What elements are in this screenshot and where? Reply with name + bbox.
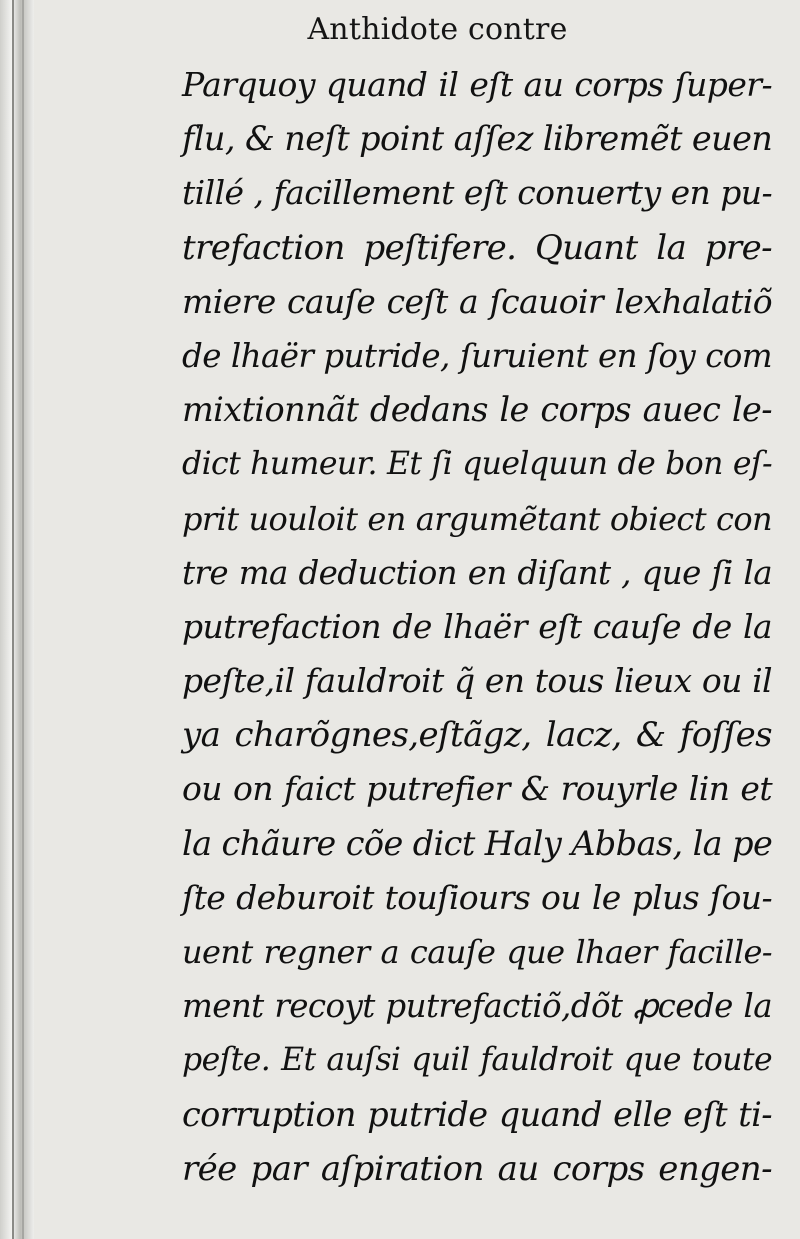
text-line: peſte,il fauldroit q̃ en tous lieux ou il: [182, 661, 772, 701]
text-line: ou on faict putrefier & rouyrle lin et: [182, 769, 772, 809]
text-line: uent regner a cauſe que lhaer facille-: [182, 933, 772, 971]
text-line: ya charõgnes,eſtãgz, lacz, & foſſes: [182, 715, 772, 756]
body-text: [182, 58, 772, 1218]
text-line: peſte. Et auſsi quil fauldroit que toute: [182, 1042, 772, 1079]
gutter-edge-line: [12, 0, 14, 1239]
text-line: ſte deburoit touſiours ou le plus ſou-: [182, 877, 772, 917]
text-line: la chãure cõe dict Haly Abbas, la pe: [182, 823, 773, 863]
text-line: ment recoyt putrefactiõ,dõt ꝓcede la: [182, 987, 772, 1026]
running-head: Anthidote contre: [307, 12, 568, 47]
text-line: flu, & neſt point aſſez libremẽt euen: [182, 119, 773, 159]
text-line: corruption putride quand elle eſt ti-: [182, 1094, 772, 1134]
text-line: miere cauſe ceſt a ſcauoir lexhalatiõ: [182, 281, 772, 321]
text-line: trefaction peſtifere. Quant la pre-: [182, 227, 772, 268]
text-line: Parquoy quand il eſt au corps ſuper-: [182, 65, 772, 104]
text-line: prit uouloit en argumẽtant obiect con: [182, 499, 772, 538]
gutter-edge-line: [22, 0, 24, 1239]
text-line: putrefaction de lhaër eſt cauſe de la: [182, 606, 772, 646]
text-line: rée par aſpiration au corps engen-: [182, 1148, 772, 1189]
text-line: de lhaër putride, ſuruient en ſoy com: [182, 336, 772, 375]
text-line: tre ma deduction en diſant , que ſi la: [182, 553, 772, 592]
text-line: mixtionnãt dedans le corps auec le-: [182, 390, 772, 430]
text-line: tillé , facillement eſt conuerty en pu-: [182, 173, 772, 213]
book-gutter: [0, 0, 34, 1239]
text-line: dict humeur. Et ſi quelquun de bon eſ-: [182, 446, 772, 483]
